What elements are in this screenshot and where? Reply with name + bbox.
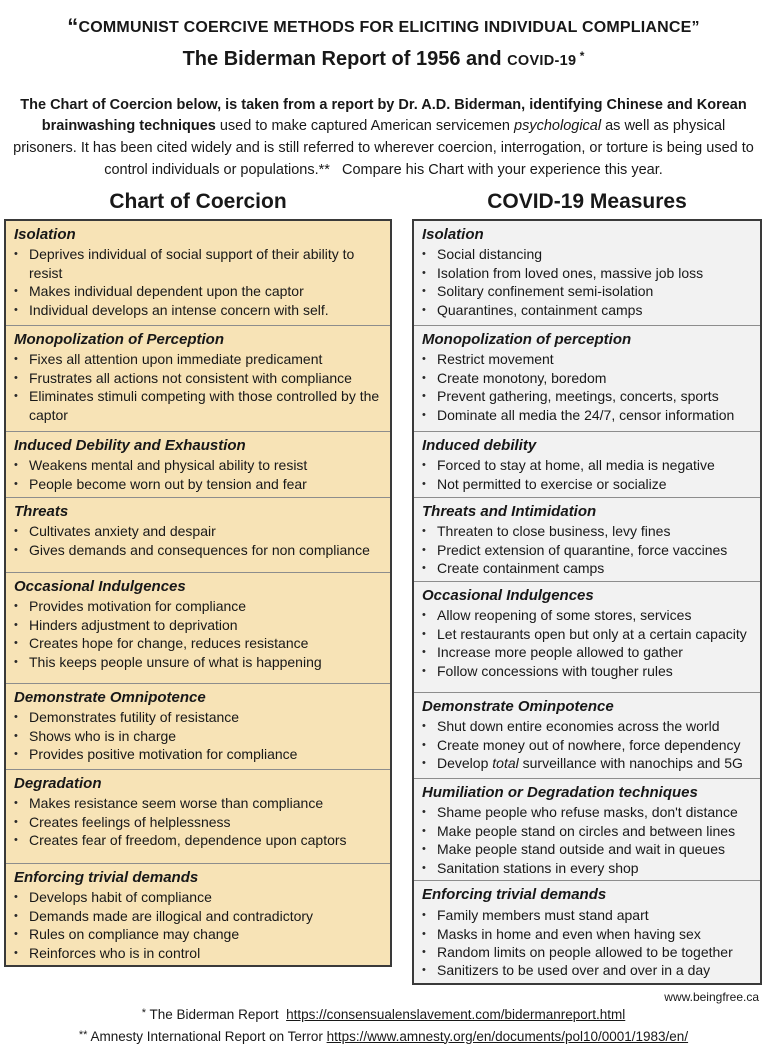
amnesty-report-link[interactable]: https://www.amnesty.org/en/documents/pol10/0001/1983/en/	[327, 1029, 688, 1044]
bullet-icon: •	[422, 754, 437, 772]
bullet-icon: •	[14, 369, 29, 387]
bullet-item	[14, 597, 382, 615]
bullet-text: Shut down entire economies across the world	[437, 717, 752, 735]
bullet-item	[14, 727, 382, 745]
bullet-list	[422, 717, 752, 772]
bullet-text: This keeps people unsure of what is happening	[29, 653, 382, 671]
bullet-item	[422, 350, 752, 368]
bullet-icon: •	[14, 541, 29, 559]
section-degradation-left	[6, 769, 390, 863]
bullet-item	[422, 754, 752, 772]
bullet-item	[422, 643, 752, 661]
bullet-item	[14, 925, 382, 943]
bullet-text: Reinforces who is in control	[29, 944, 382, 962]
coercion-panel	[4, 219, 392, 968]
bullet-list	[14, 794, 382, 849]
bullet-item	[422, 369, 752, 387]
bullet-text: Masks in home and even when having sex	[437, 925, 752, 943]
bullet-icon: •	[422, 822, 437, 840]
bullet-item	[422, 717, 752, 735]
bullet-item	[14, 944, 382, 962]
bullet-text: Develops habit of compliance	[29, 888, 382, 906]
bullet-text: Provides motivation for compliance	[29, 597, 382, 615]
bullet-item	[422, 387, 752, 405]
bullet-item	[422, 264, 752, 282]
section-trivial-demands-left	[6, 863, 390, 966]
bullet-item	[14, 369, 382, 387]
bullet-text: Quarantines, containment camps	[437, 301, 752, 319]
bullet-item	[422, 625, 752, 643]
section-title: Enforcing trivial demands	[422, 886, 752, 905]
bullet-icon: •	[422, 541, 437, 559]
section-title: Demonstrate Ominpotence	[422, 698, 752, 717]
bullet-icon: •	[422, 282, 437, 300]
bullet-item	[422, 906, 752, 924]
bullet-text: Cultivates anxiety and despair	[29, 522, 382, 540]
bullet-icon: •	[422, 643, 437, 661]
bullet-icon: •	[422, 906, 437, 924]
bullet-item	[14, 387, 382, 424]
bullet-icon: •	[14, 616, 29, 634]
bullet-text: Deprives individual of social support of their ability to resist	[29, 245, 382, 282]
bullet-list	[14, 245, 382, 319]
bullet-icon: •	[422, 522, 437, 540]
bullet-icon: •	[14, 813, 29, 831]
section-title: Occasional Indulgences	[14, 578, 382, 597]
section-threats-left	[6, 497, 390, 572]
bullet-icon: •	[422, 350, 437, 368]
section-monopolization-right	[414, 325, 760, 431]
bullet-text: Family members must stand apart	[437, 906, 752, 924]
bullet-icon: •	[14, 301, 29, 319]
bullet-item	[14, 456, 382, 474]
bullet-icon: •	[422, 301, 437, 319]
bullet-text: Restrict movement	[437, 350, 752, 368]
bullet-icon: •	[422, 662, 437, 680]
bullet-item	[422, 282, 752, 300]
bullet-item	[422, 541, 752, 559]
bullet-icon: •	[422, 369, 437, 387]
bullet-list	[422, 522, 752, 577]
page-title-text: COMMUNIST COERCIVE METHODS FOR ELICITING INDIVIDUAL COMPLIANCE”	[79, 19, 700, 36]
bullet-icon: •	[14, 475, 29, 493]
bullet-list	[422, 350, 752, 424]
section-title: Induced Debility and Exhaustion	[14, 437, 382, 456]
bullet-text: Solitary confinement semi-isolation	[437, 282, 752, 300]
bullet-text: Makes individual dependent upon the captor	[29, 282, 382, 300]
bullet-list	[422, 803, 752, 877]
bullet-text: Create containment camps	[437, 559, 752, 577]
footnote-label: The Biderman Report	[146, 1007, 286, 1022]
footnote-asterisk: *	[142, 1007, 146, 1019]
bullet-icon: •	[422, 475, 437, 493]
bullet-text: Creates feelings of helplessness	[29, 813, 382, 831]
bullet-icon: •	[422, 717, 437, 735]
intro-paragraph	[13, 95, 755, 182]
bullet-text: Fixes all attention upon immediate predicament	[29, 350, 382, 368]
section-humiliation-right	[414, 778, 760, 881]
bullet-item	[14, 541, 382, 559]
bullet-item	[422, 245, 752, 263]
bullet-text: Prevent gathering, meetings, concerts, sports	[437, 387, 752, 405]
subtitle-asterisk: *	[576, 49, 584, 63]
bullet-list	[14, 888, 382, 962]
bullet-item	[14, 350, 382, 368]
bullet-icon: •	[422, 736, 437, 754]
bullet-item	[422, 301, 752, 319]
bullet-icon: •	[14, 282, 29, 300]
bullet-icon: •	[422, 387, 437, 405]
section-title: Monopolization of Perception	[14, 331, 382, 350]
comparison-area	[0, 190, 767, 985]
bullet-item	[422, 803, 752, 821]
column-covid	[412, 190, 762, 985]
bullet-item	[422, 925, 752, 943]
bullet-item	[422, 822, 752, 840]
bullet-text: Social distancing	[437, 245, 752, 263]
footnote-amnesty	[0, 1026, 767, 1047]
section-induced-debility-left	[6, 431, 390, 497]
bullet-item	[422, 559, 752, 577]
bullet-text: Hinders adjustment to deprivation	[29, 616, 382, 634]
bullet-item	[422, 662, 752, 680]
bullet-item	[422, 859, 752, 877]
bullet-icon: •	[14, 350, 29, 368]
bullet-item	[14, 745, 382, 763]
biderman-report-link[interactable]: https://consensualenslavement.com/bidermanreport.html	[286, 1007, 625, 1022]
bullet-icon: •	[422, 406, 437, 424]
column-coercion	[4, 190, 392, 985]
bullet-text: Make people stand on circles and between lines	[437, 822, 752, 840]
section-title: Isolation	[14, 226, 382, 245]
bullet-list	[422, 456, 752, 493]
bullet-list	[14, 350, 382, 424]
bullet-item	[14, 245, 382, 282]
bullet-text: Dominate all media the 24/7, censor information	[437, 406, 752, 424]
bullet-text: Sanitation stations in every shop	[437, 859, 752, 877]
bullet-item	[422, 456, 752, 474]
bullet-text: Predict extension of quarantine, force vaccines	[437, 541, 752, 559]
section-title: Monopolization of perception	[422, 331, 752, 350]
bullet-text: Isolation from loved ones, massive job loss	[437, 264, 752, 282]
bullet-icon: •	[422, 943, 437, 961]
bullet-text: Make people stand outside and wait in queues	[437, 840, 752, 858]
section-omnipotence-left	[6, 683, 390, 769]
bullet-text: Not permitted to exercise or socialize	[437, 475, 752, 493]
section-induced-debility-right	[414, 431, 760, 497]
bullet-text: Eliminates stimuli competing with those controlled by the captor	[29, 387, 382, 424]
bullet-icon: •	[422, 264, 437, 282]
covid-panel	[412, 219, 762, 985]
bullet-icon: •	[422, 456, 437, 474]
title-open-quote: “	[67, 14, 78, 39]
bullet-text: Provides positive motivation for compliance	[29, 745, 382, 763]
bullet-item	[14, 282, 382, 300]
bullet-text	[437, 754, 752, 772]
section-title: Isolation	[422, 226, 752, 245]
bullet-icon: •	[14, 925, 29, 943]
bullet-text: Forced to stay at home, all media is negative	[437, 456, 752, 474]
page-subtitle	[0, 48, 767, 71]
bullet-item	[14, 301, 382, 319]
subtitle-covid: COVID-19	[507, 53, 576, 69]
bullet-item	[422, 736, 752, 754]
bullet-text: Creates hope for change, reduces resistance	[29, 634, 382, 652]
bullet-item	[14, 634, 382, 652]
bullet-icon: •	[422, 606, 437, 624]
bullet-text-pre: Develop	[437, 755, 492, 771]
bullet-text: Shame people who refuse masks, don't distance	[437, 803, 752, 821]
bullet-item	[422, 606, 752, 624]
bullet-icon: •	[14, 245, 29, 282]
footnote-biderman	[0, 1004, 767, 1026]
page-title	[0, 0, 767, 41]
bullet-text: Gives demands and consequences for non compliance	[29, 541, 382, 559]
bullet-text: Allow reopening of some stores, services	[437, 606, 752, 624]
bullet-icon: •	[422, 961, 437, 979]
intro-italic: psychological	[514, 118, 601, 134]
section-threats-right	[414, 497, 760, 581]
bullet-icon: •	[14, 634, 29, 652]
bullet-list	[14, 708, 382, 763]
section-monopolization-left	[6, 325, 390, 431]
bullet-icon: •	[14, 522, 29, 540]
section-title: Humiliation or Degradation techniques	[422, 784, 752, 803]
bullet-text: Create money out of nowhere, force dependency	[437, 736, 752, 754]
section-indulgences-left	[6, 572, 390, 683]
bullet-item	[14, 794, 382, 812]
bullet-list	[14, 456, 382, 493]
section-trivial-demands-right	[414, 880, 760, 983]
section-title: Induced debility	[422, 437, 752, 456]
subtitle-main: The Biderman Report of 1956 and	[183, 48, 508, 70]
bullet-item	[14, 616, 382, 634]
bullet-item	[422, 840, 752, 858]
bullet-item	[14, 708, 382, 726]
bullet-item	[14, 522, 382, 540]
bullet-text: Demands made are illogical and contradictory	[29, 907, 382, 925]
intro-bold: The Chart of Coercion below, is taken from a report by Dr. A.D. Biderman, identifying Chinese and Korean brainwashing techniques	[20, 97, 746, 135]
bullet-text: Weakens mental and physical ability to resist	[29, 456, 382, 474]
bullet-icon: •	[14, 944, 29, 962]
bullet-icon: •	[14, 456, 29, 474]
bullet-icon: •	[422, 245, 437, 263]
bullet-item	[14, 831, 382, 849]
left-column-header: Chart of Coercion	[4, 190, 392, 214]
bullet-icon: •	[14, 794, 29, 812]
bullet-icon: •	[14, 597, 29, 615]
website-credit: www.beingfree.ca	[0, 985, 767, 1004]
bullet-icon: •	[14, 708, 29, 726]
bullet-icon: •	[14, 727, 29, 745]
bullet-text: Shows who is in charge	[29, 727, 382, 745]
bullet-text: Random limits on people allowed to be together	[437, 943, 752, 961]
section-indulgences-right	[414, 581, 760, 692]
bullet-item	[422, 406, 752, 424]
bullet-icon: •	[422, 925, 437, 943]
bullet-text-post: surveillance with nanochips and 5G	[519, 755, 743, 771]
bullet-text: Let restaurants open but only at a certain capacity	[437, 625, 752, 643]
intro-normal-2: as well as physical prisoners. It has been cited widely and is still referred to wherever coercion, interrogation, or torture is being used to control individuals or populations.** Compare his Chart with your experience this year.	[13, 118, 754, 178]
bullet-text: Sanitizers to be used over and over in a day	[437, 961, 752, 979]
bullet-item	[14, 907, 382, 925]
bullet-text: Rules on compliance may change	[29, 925, 382, 943]
footnote-double-asterisk: **	[79, 1029, 88, 1041]
bullet-item	[14, 475, 382, 493]
bullet-icon: •	[14, 745, 29, 763]
bullet-text: Demonstrates futility of resistance	[29, 708, 382, 726]
bullet-list	[422, 245, 752, 319]
bullet-item	[422, 943, 752, 961]
section-title: Demonstrate Omnipotence	[14, 689, 382, 708]
section-title: Degradation	[14, 775, 382, 794]
section-title: Occasional Indulgences	[422, 587, 752, 606]
bullet-item	[14, 813, 382, 831]
bullet-text: Threaten to close business, levy fines	[437, 522, 752, 540]
bullet-text: Individual develops an intense concern with self.	[29, 301, 382, 319]
bullet-icon: •	[422, 859, 437, 877]
section-isolation-left	[6, 221, 390, 325]
footnote-label: Amnesty International Report on Terror	[87, 1029, 326, 1044]
bullet-item	[14, 888, 382, 906]
intro-normal-1: used to make captured American servicemen	[216, 118, 514, 134]
bullet-icon: •	[422, 559, 437, 577]
bullet-list	[14, 597, 382, 671]
section-title: Enforcing trivial demands	[14, 869, 382, 888]
bullet-list	[422, 606, 752, 680]
bullet-icon: •	[422, 625, 437, 643]
bullet-text: Follow concessions with tougher rules	[437, 662, 752, 680]
bullet-icon: •	[14, 653, 29, 671]
bullet-text: Frustrates all actions not consistent with compliance	[29, 369, 382, 387]
bullet-icon: •	[14, 888, 29, 906]
section-title: Threats	[14, 503, 382, 522]
section-isolation-right	[414, 221, 760, 325]
bullet-text: Creates fear of freedom, dependence upon captors	[29, 831, 382, 849]
bullet-icon: •	[422, 803, 437, 821]
bullet-item	[422, 475, 752, 493]
bullet-list	[422, 906, 752, 980]
bullet-item	[14, 653, 382, 671]
bullet-list	[14, 522, 382, 559]
bullet-item	[422, 961, 752, 979]
bullet-icon: •	[14, 387, 29, 424]
bullet-text: Create monotony, boredom	[437, 369, 752, 387]
bullet-icon: •	[14, 907, 29, 925]
section-title: Threats and Intimidation	[422, 503, 752, 522]
bullet-text: Increase more people allowed to gather	[437, 643, 752, 661]
right-column-header: COVID-19 Measures	[412, 190, 762, 214]
section-omnipotence-right	[414, 692, 760, 778]
bullet-icon: •	[14, 831, 29, 849]
bullet-item	[422, 522, 752, 540]
bullet-text: Makes resistance seem worse than compliance	[29, 794, 382, 812]
bullet-text-italic: total	[492, 755, 518, 771]
bullet-text: People become worn out by tension and fear	[29, 475, 382, 493]
bullet-icon: •	[422, 840, 437, 858]
